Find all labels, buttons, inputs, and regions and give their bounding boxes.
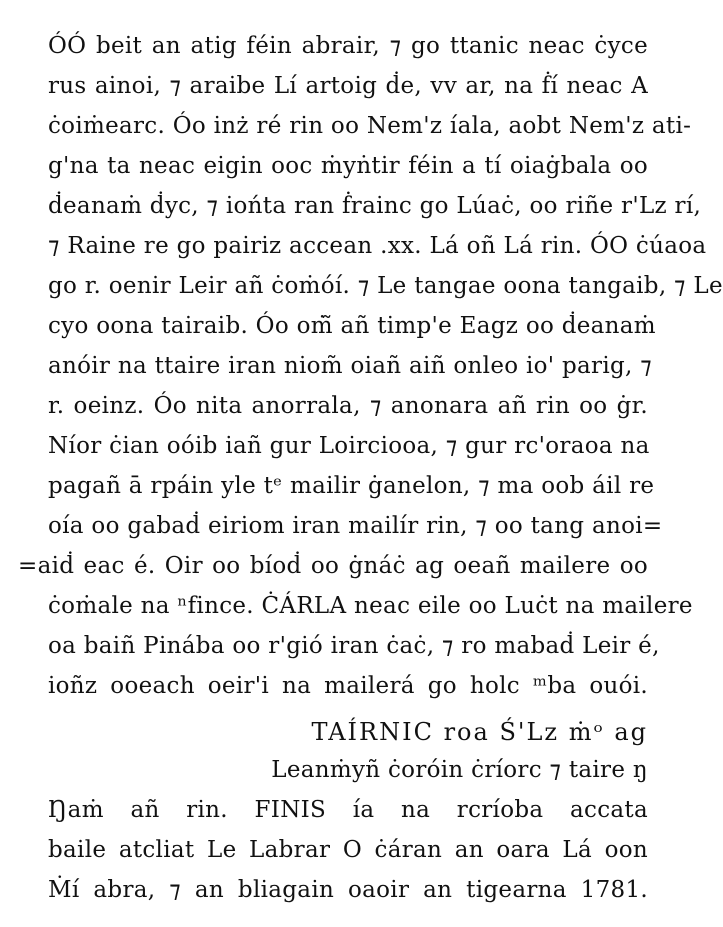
body-line-15: ċoṁale na ⁿfince. ĊÁRLA neac eile oo Luċt na mailere xyxy=(48,593,693,619)
colophon-line-2: baile atcliat Le Labrar O ċáran an oara Lá oon xyxy=(48,837,648,863)
body-line-13: oía oo gabaḋ eiriom iran mailír rin, ⁊ oo tang anoi= xyxy=(48,513,663,539)
closing-line-2: Leanṁyñ ċoróin ċríorc ⁊ taire ŋ xyxy=(271,757,648,783)
body-line-9: anóir na ttaire iran niom̃ oiañ aiñ onleo io' parig, ⁊ xyxy=(48,353,652,379)
body-line-7: go r. oenir Leir añ ċoṁóí. ⁊ Le tangae oona tangaib, ⁊ Le xyxy=(48,273,723,299)
body-line-8: cyo oona tairaib. Óo oṁ̃ añ timp'e Eagz oo ḋeanaṁ xyxy=(48,313,656,339)
colophon-line-3: Ṁí abra, ⁊ an bliagain oaoir an tigearna 1781. xyxy=(48,877,648,903)
body-line-17: ioñz ooeach oeir'i na mailerá go holc ᵐba ouói. xyxy=(48,673,648,699)
body-line-12: pagañ ā rpáin yle tᵉ mailir ġanelon, ⁊ ma oob áil re xyxy=(48,473,655,499)
body-line-11: Níor ċian oóib iañ gur Loirciooa, ⁊ gur rc'oraoa na xyxy=(48,433,650,459)
body-line-2: rus ainoi, ⁊ araibe Lí artoig ḋe, vv ar, na ḟí neac A xyxy=(48,73,648,99)
body-line-5: ḋeanaṁ ḋyc, ⁊ iońta ran ḟrainc go Lúaċ, oo riñe r'Lz rí, xyxy=(48,193,702,219)
body-line-3: ċoiṁearc. Óo inż ré rin oo Nem'z íala, aobt Nem'z ati- xyxy=(48,113,692,139)
body-line-1: ÓÓ beit an atig féin abrair, ⁊ go ttanic neac ċyce xyxy=(48,33,648,59)
closing-line-1: TAÍRNIC roa Ś'Lz ṁᵒ ag xyxy=(311,718,648,746)
body-line-16: oa baiñ Pinába oo r'gió iran ċaċ, ⁊ ro mabaḋ Leir é, xyxy=(48,633,660,659)
colophon-line-1: Ŋaṁ añ rin. FINIS ía na rcríoba accata xyxy=(48,797,648,823)
body-line-6: ⁊ Raine re go pairiz accean .xx. Lá oñ Lá rin. ÓO ċúaoa xyxy=(48,233,707,259)
body-line-14: =aiḋ eac é. Oir oo bíoḋ oo ġnáċ ag oeañ mailere oo xyxy=(18,553,648,579)
body-line-10: r. oeinz. Óo nita anorrala, ⁊ anonara añ rin oo ġr. xyxy=(48,393,648,419)
body-line-4: g'na ta neac eigin ooc ṁyṅtir féin a tí oiaġbala oo xyxy=(48,153,648,179)
